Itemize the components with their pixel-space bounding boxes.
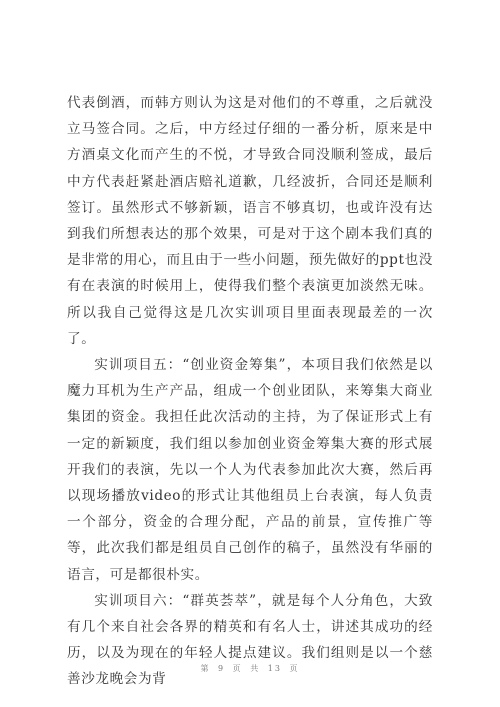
paragraph-1: 代表倒酒，而韩方则认为这是对他们的不尊重，之后就没立马签合同。之后，中方经过仔细的一番分析，原来是中方酒桌文化而产生的不悦，才导致合同没顺利签成，最后中方代表赶紧赴酒店赔礼道歉，几经波折，合同还是顺利签订。虽然形式不够新颖，语言不够真切，也或许没有达到我们所想表达的那个效果，可是对于这个剧本我们真的是非常的用心，而且由于一些小问题，预先做好的ppt也没有在表演的时候用上，使得我们整个表演更加淡然无味。所以我自己觉得这是几次实训项目里面表现最差的一次了。 bbox=[67, 95, 433, 347]
paragraph-2: 实训项目五：“创业资金筹集”，本项目我们依然是以魔力耳机为生产产品，组成一个创业团队，来筹集大商业集团的资金。我担任此次活动的主持，为了保证形式上有一定的新颖度，我们组以参加创业资金筹集大赛的形式展开我们的表演，先以一个人为代表参加此次大赛，然后再以现场播放video的形式让其他组员上台表演，每人负责一个部分，资金的合理分配，产品的前景，宣传推广等等，此次我们都是组员自己创作的稿子，虽然没有华丽的语言，可是都很朴实。 bbox=[67, 357, 433, 583]
page-number-footer: 第 9 页 共 13 页 bbox=[200, 664, 300, 673]
document-body bbox=[67, 90, 433, 693]
paragraph-3: 实训项目六：“群英荟萃”，就是每个人分角色，大致有几个来自社会各界的精英和有名人士，讲述其成功的经历，以及为现在的年轻人提点建议。我们组则是以一个慈善沙龙晚会为背 bbox=[67, 592, 433, 688]
